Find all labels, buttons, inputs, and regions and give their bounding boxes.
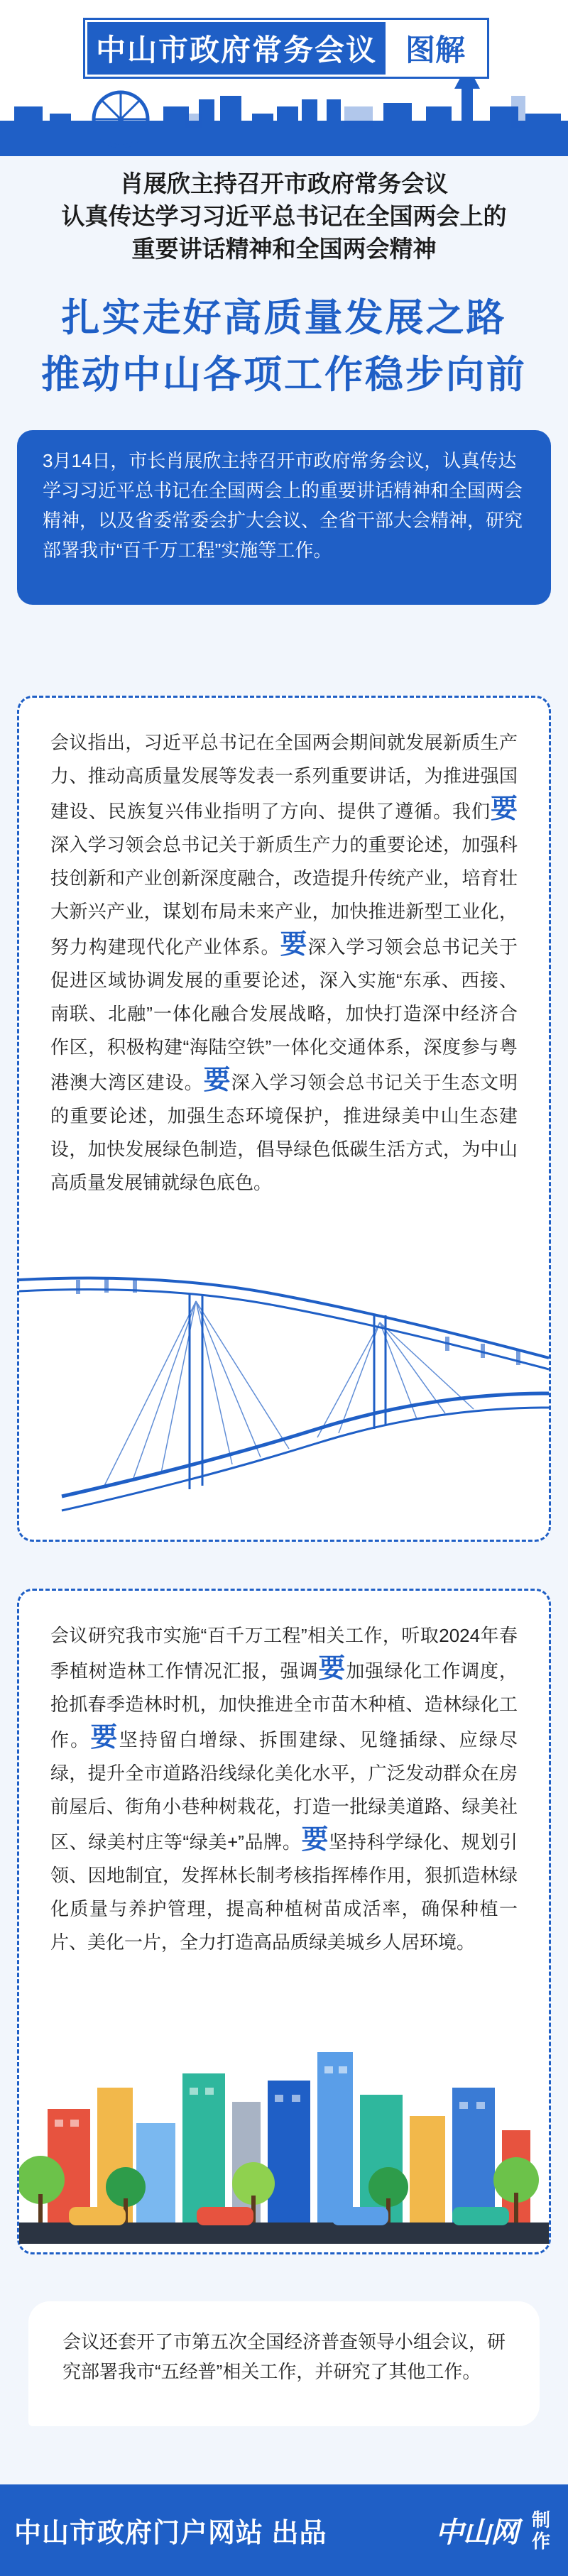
footer-credit: 中山市政府门户网站 出品 [14, 2519, 327, 2548]
emphasis-keyword: 要 [318, 1654, 346, 1684]
intro-box [17, 430, 551, 605]
footer-made: 制作 [531, 2509, 550, 2552]
text-segment: 会议研究我市实施“百千万工程”相关工作，听取2024年春季植树造林工作情况汇报，强调 [50, 1625, 518, 1682]
intro-text: 3月14日，市长肖展欣主持召开市政府常务会议，认真传达学习习近平总书记在全国两会上的重要讲话精神和全国两会精神，以及省委常委会扩大会议、全省干部大会精神，研究部署我市“百千万工程”实施等工作。 [43, 450, 523, 561]
subtitle-line-3: 重要讲话精神和全国两会精神 [131, 236, 437, 262]
text-segment: 加强绿化工作调度，抢抓春季造林时机，加快推进全市苗木种植、造林绿化工作。 [50, 1660, 518, 1750]
header-title: 中山市政府常务会议 [95, 33, 377, 67]
emphasis-keyword: 要 [301, 1825, 329, 1855]
text-segment: 深入学习领会总书记关于促进区域协调发展的重要论述，深入实施“东承、西接、南联、北融”一体化融合发展战略，加快打造深中经济合作区，积极构建“海陆空铁”一体化交通体系，深度参与粤港澳大湾区建设。 [50, 936, 518, 1093]
emphasis-keyword: 要 [203, 1065, 231, 1095]
emphasis-keyword: 要 [90, 1723, 119, 1753]
text-segment: 会议指出，习近平总书记在全国两会期间就发展新质生产力、推动高质量发展等发表一系列重要讲话，为推进强国建设、民族复兴伟业指明了方向、提供了遵循。我们 [50, 732, 518, 822]
site-logo-icon: 中山网 [435, 2517, 518, 2548]
subtitle-line-2: 认真传达学习习近平总书记在全国两会上的 [61, 203, 507, 229]
text-segment: 坚持留白增绿、拆围建绿、见缝插绿、应绿尽绿，提升全市道路沿线绿化美化水平，广泛发动群众在房前屋后、街角小巷种树栽花，打造一批绿美道路、绿美社区、绿美村庄等“绿美+”品牌。 [50, 1729, 518, 1853]
header-badge [85, 20, 487, 77]
headline-line-2: 推动中山各项工作稳步向前 [41, 353, 527, 396]
text-segment: 深入学习领会总书记关于新质生产力的重要论述，加强科技创新和产业创新深度融合，改造提升传统产业，培育壮大新兴产业，谋划布局未来产业，加快推进新型工业化，努力构建现代化产业体系。 [50, 834, 518, 958]
panel-greening-text [19, 1591, 549, 1959]
footer [0, 2484, 568, 2576]
subtitle-line-1: 肖展欣主持召开市政府常务会议 [120, 170, 448, 197]
panel-development [17, 696, 551, 1542]
emphasis-keyword: 要 [280, 930, 308, 960]
emphasis-keyword: 要 [490, 794, 518, 824]
header-tag: 图解 [386, 22, 485, 75]
closing-note [28, 2301, 540, 2426]
headline-line-1: 扎实走好高质量发展之路 [61, 297, 507, 339]
panel-greening [17, 1589, 551, 2254]
text-segment: 坚持科学绿化、规划引领、因地制宜，发挥林长制考核指挥棒作用，狠抓造林绿化质量与养护管理，提高种植树苗成活率，确保种植一片、美化一片，全力打造高品质绿美城乡人居环境。 [50, 1831, 518, 1953]
closing-note-text: 会议还套开了市第五次全国经济普查领导小组会议，研究部署我市“五经普”相关工作，并研究了其他工作。 [62, 2331, 506, 2382]
text-segment: 深入学习领会总书记关于生态文明的重要论述，加强生态环境保护，推进绿美中山生态建设，加快发展绿色制造，倡导绿色低碳生活方式，为中山高质量发展铺就绿色底色。 [50, 1072, 518, 1193]
bridge-illustration [19, 1251, 549, 1535]
footer-brand [435, 2509, 551, 2552]
panel-development-text [19, 698, 549, 1200]
green-city-illustration [19, 2031, 549, 2244]
